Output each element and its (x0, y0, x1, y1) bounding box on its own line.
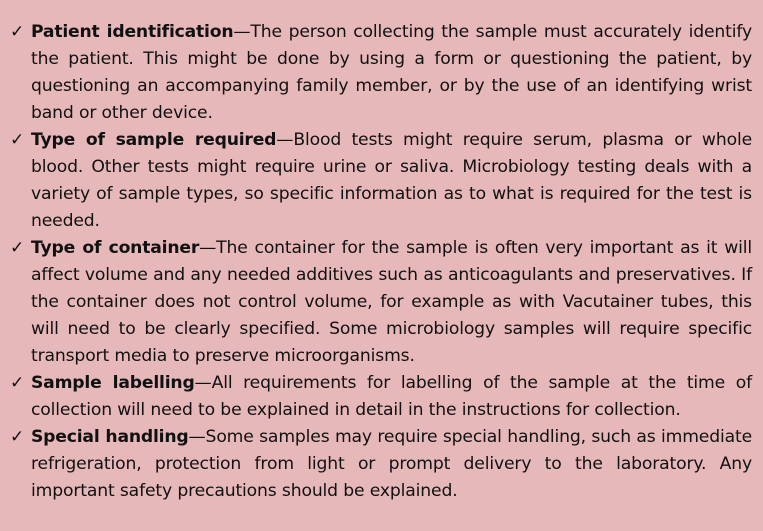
item-text: —The person collecting the sample must accurately identify the patient. This might be done by using a form or questioning the patient, by questioning an accompanying family member, or by the use of an identifying wrist band or other device. (31, 22, 752, 123)
checkmark-icon: ✓ (10, 427, 25, 447)
item-term: Patient identification (31, 22, 234, 42)
item-term: Special handling (31, 427, 189, 447)
item-term: Type of container (31, 238, 200, 258)
list-item-type-of-container (10, 235, 752, 370)
checkmark-icon: ✓ (10, 238, 25, 258)
list-item-special-handling (10, 424, 752, 505)
item-term: Sample labelling (31, 373, 195, 393)
item-text: —The container for the sample is often very important as it will affect volume and any needed additives such as anticoagulants and preservatives. If the container does not control volume, for example as with Vacutainer tubes, this will need to be clearly specified. Some microbiology samples will require specific transport media to preserve microorganisms. (31, 238, 753, 366)
item-text: —Some samples may require special handling, such as immediate refrigeration, protection from light or prompt delivery to the laboratory. Any important safety precautions should be explained. (31, 427, 753, 501)
list-item-patient-identification (10, 19, 752, 127)
item-text: —All requirements for labelling of the sample at the time of collection will need to be explained in detail in the instructions for collection. (31, 373, 752, 420)
item-text: —Blood tests might require serum, plasma or whole blood. Other tests might require urine or saliva. Microbiology testing deals with a variety of sample types, so specific information as to what is required for the test is needed. (31, 130, 752, 231)
item-term: Type of sample required (31, 130, 277, 150)
list-item-type-of-sample (10, 127, 752, 235)
checkmark-icon: ✓ (10, 22, 25, 42)
checkmark-icon: ✓ (10, 130, 25, 150)
checkmark-icon: ✓ (10, 373, 25, 393)
list-item-sample-labelling (10, 370, 752, 424)
